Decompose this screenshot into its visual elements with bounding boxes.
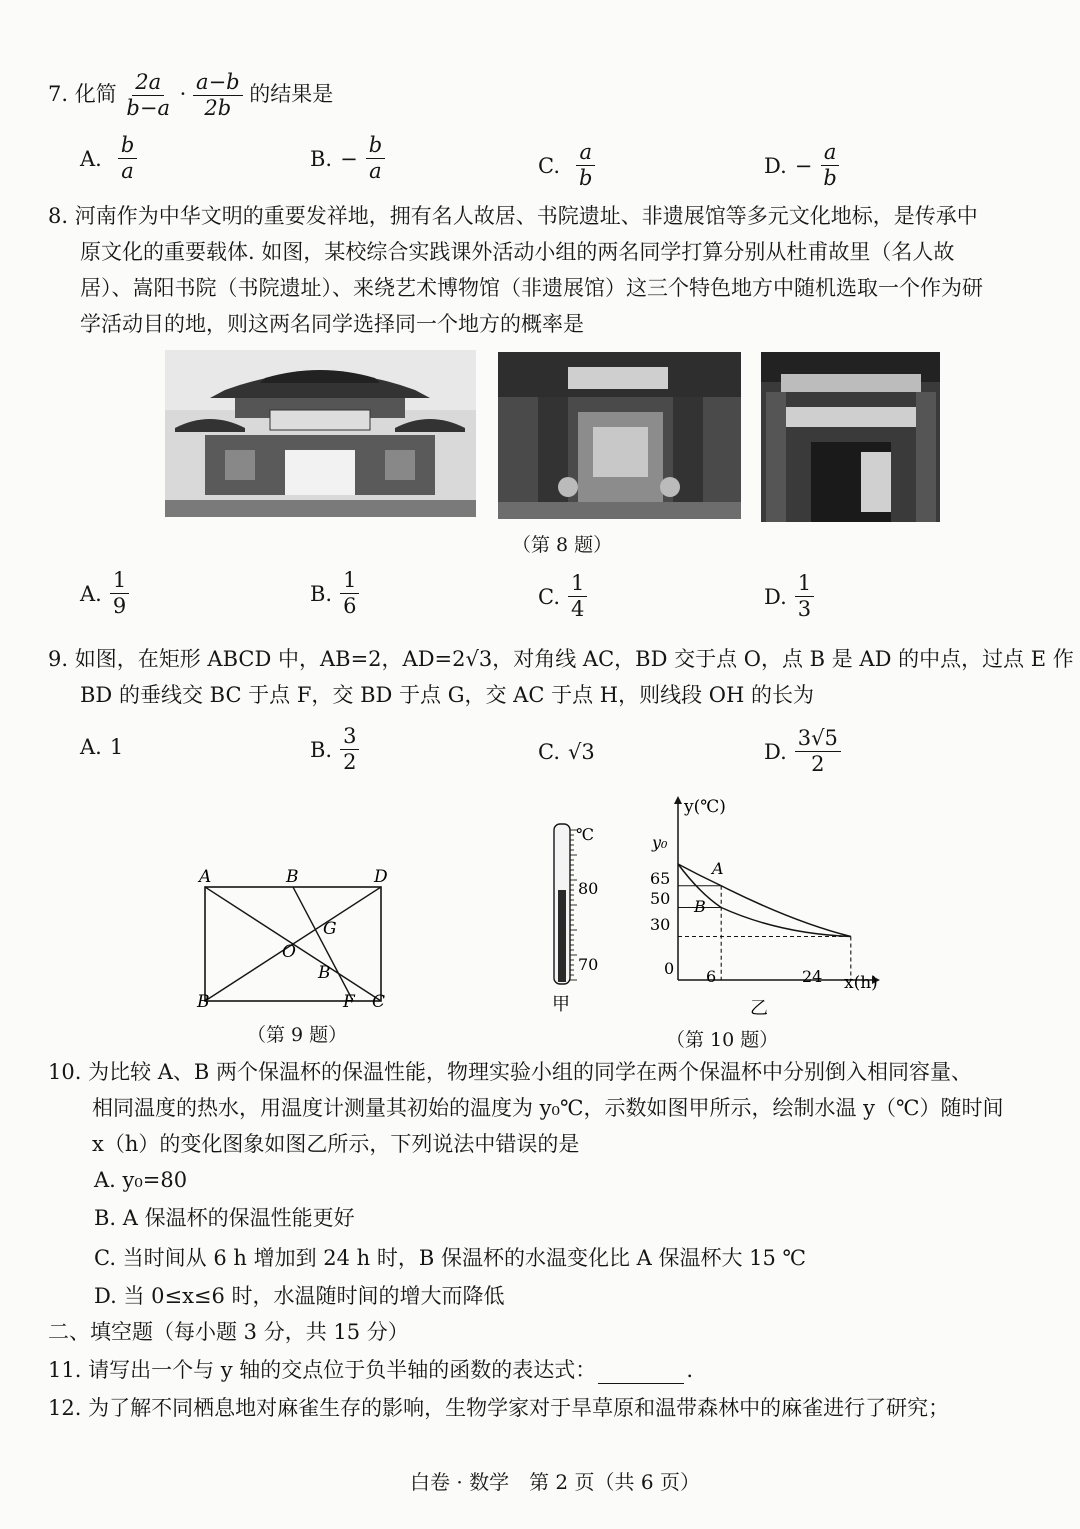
q11-line: 11. 请写出一个与 y 轴的交点位于负半轴的函数的表达式： .: [48, 1358, 693, 1382]
q9-option-d: D. $\frac{3√5}{2}$: [764, 728, 841, 775]
q9-label-g: G: [323, 919, 337, 939]
q8-line-1: 8. 河南作为中华文明的重要发祥地，拥有名人故居、书院遗址、非遗展馆等多元文化地标，是传承中: [48, 204, 978, 228]
q9-line-1: 9. 如图，在矩形 ABCD 中，AB=2，AD=2√3，对角线 AC，BD 交于点 O，点 B 是 AD 的中点，过点 E 作: [48, 647, 1074, 671]
q7-dot: ·: [179, 82, 187, 106]
thermometer-tick-80: 80: [578, 879, 599, 898]
graph-x-axis-label: x(h): [844, 973, 878, 993]
q12-line: 12. 为了解不同栖息地对麻雀生存的影响，生物学家对于旱草原和温带森林中的麻雀进行了研究；: [48, 1396, 950, 1420]
q10-option-a: A. y₀=80: [94, 1168, 188, 1192]
q10-line-2: 相同温度的热水，用温度计测量其初始的温度为 y₀℃，示数如图甲所示，绘制水温 y（℃）随时间: [92, 1096, 1004, 1120]
q7-text-before: 化简: [74, 82, 117, 106]
graph-y-tick-50: 50: [650, 889, 671, 908]
q9-option-c: C. √3: [538, 740, 595, 764]
page-footer: 白卷 · 数学 第 2 页（共 6 页）: [410, 1470, 700, 1494]
q7-text-after: 的结果是: [249, 82, 334, 106]
q9-option-a: A. 1: [80, 735, 124, 759]
q9-label-a: A: [199, 867, 212, 887]
q9-label-b-bottom: B: [197, 992, 210, 1012]
graph-label: 乙: [750, 998, 768, 1019]
thermometer-mercury: [558, 890, 566, 982]
q8-option-b: B. $\frac{1}{6}$: [310, 570, 359, 617]
q8-caption: （第 8 题）: [512, 534, 613, 556]
q11-answer-blank[interactable]: [598, 1383, 684, 1384]
q9-label-c: C: [372, 992, 386, 1012]
q7-fraction-2: $\frac{a-b}{2b}$: [193, 72, 243, 119]
q9-figure: [185, 860, 415, 1020]
section-2-heading: 二、填空题（每小题 3 分，共 15 分）: [48, 1320, 409, 1344]
graph-y-tick-65: 65: [650, 869, 671, 888]
q8-option-c: C. $\frac{1}{4}$: [538, 573, 587, 620]
photo-dufu-gate: [165, 350, 476, 517]
graph-y-tick-30: 30: [650, 915, 671, 934]
thermometer-unit: ℃: [576, 825, 594, 844]
q9-caption: （第 9 题）: [247, 1024, 348, 1046]
q10-thermometer: [540, 820, 620, 1020]
graph-origin: 0: [664, 959, 675, 978]
graph-curve-label-b: B: [694, 897, 706, 916]
q10-graph: [640, 788, 900, 1023]
q9-option-b: B. $\frac{3}{2}$: [310, 726, 359, 773]
thermometer-tick-70: 70: [578, 955, 599, 974]
thermometer-label: 甲: [552, 994, 570, 1015]
photo-songyang-academy: [498, 352, 741, 519]
q9-label-b-mid: B: [318, 963, 331, 983]
q10-option-c: C. 当时间从 6 h 增加到 24 h 时，B 保温杯的水温变化比 A 保温杯大 15 ℃: [94, 1246, 807, 1270]
graph-y-axis-label: y(℃): [684, 797, 726, 817]
q9-label-o: O: [282, 942, 296, 962]
q8-option-a: A. $\frac{1}{9}$: [80, 570, 129, 617]
q8-option-d: D. $\frac{1}{3}$: [764, 573, 814, 620]
q7-fraction-1: $\frac{2a}{b-a}$: [126, 70, 170, 120]
q9-label-f: F: [343, 992, 355, 1012]
q8-line-2: 原文化的重要载体. 如图，某校综合实践课外活动小组的两名同学打算分别从杜甫故里（名人故: [80, 240, 955, 264]
q10-caption: （第 10 题）: [666, 1029, 779, 1051]
thermometer-ticks: [570, 830, 577, 980]
q7-option-a: A. $\frac{b}{a}$: [80, 135, 137, 182]
q7-stem: [48, 72, 333, 119]
q9-label-d: D: [374, 867, 388, 887]
q10-line-3: x（h）的变化图象如图乙所示，下列说法中错误的是: [92, 1132, 580, 1156]
graph-curve-label-a: A: [712, 859, 724, 878]
q10-line-1: 10. 为比较 A、B 两个保温杯的保温性能，物理实验小组的同学在两个保温杯中分别倒入相同容量、: [48, 1060, 973, 1084]
graph-x-tick-24: 24: [802, 967, 823, 986]
q7-option-c: C. $\frac{a}{b}$: [538, 142, 595, 189]
q7-option-b: B. − $\frac{b}{a}$: [310, 135, 385, 182]
q9-label-b-top: B: [286, 867, 299, 887]
q10-option-d: D. 当 0≤x≤6 时，水温随时间的增大而降低: [94, 1284, 505, 1308]
graph-y0-label: y₀: [652, 833, 668, 852]
q7-option-d: D. − $\frac{a}{b}$: [764, 142, 840, 189]
q8-line-3: 居）、嵩阳书院（书院遗址）、来绕艺术博物馆（非遗展馆）这三个特色地方中随机选取一个作为研: [80, 276, 983, 300]
photo-embroidery-museum: [761, 352, 940, 522]
q7-number: 7.: [48, 82, 69, 106]
graph-x-tick-6: 6: [706, 967, 717, 986]
q10-option-b: B. A 保温杯的保温性能更好: [94, 1206, 355, 1230]
q9-line-2: BD 的垂线交 BC 于点 F，交 BD 于点 G，交 AC 于点 H，则线段 OH 的长为: [80, 683, 814, 707]
q8-line-4: 学活动目的地，则这两名同学选择同一个地方的概率是: [80, 312, 584, 336]
